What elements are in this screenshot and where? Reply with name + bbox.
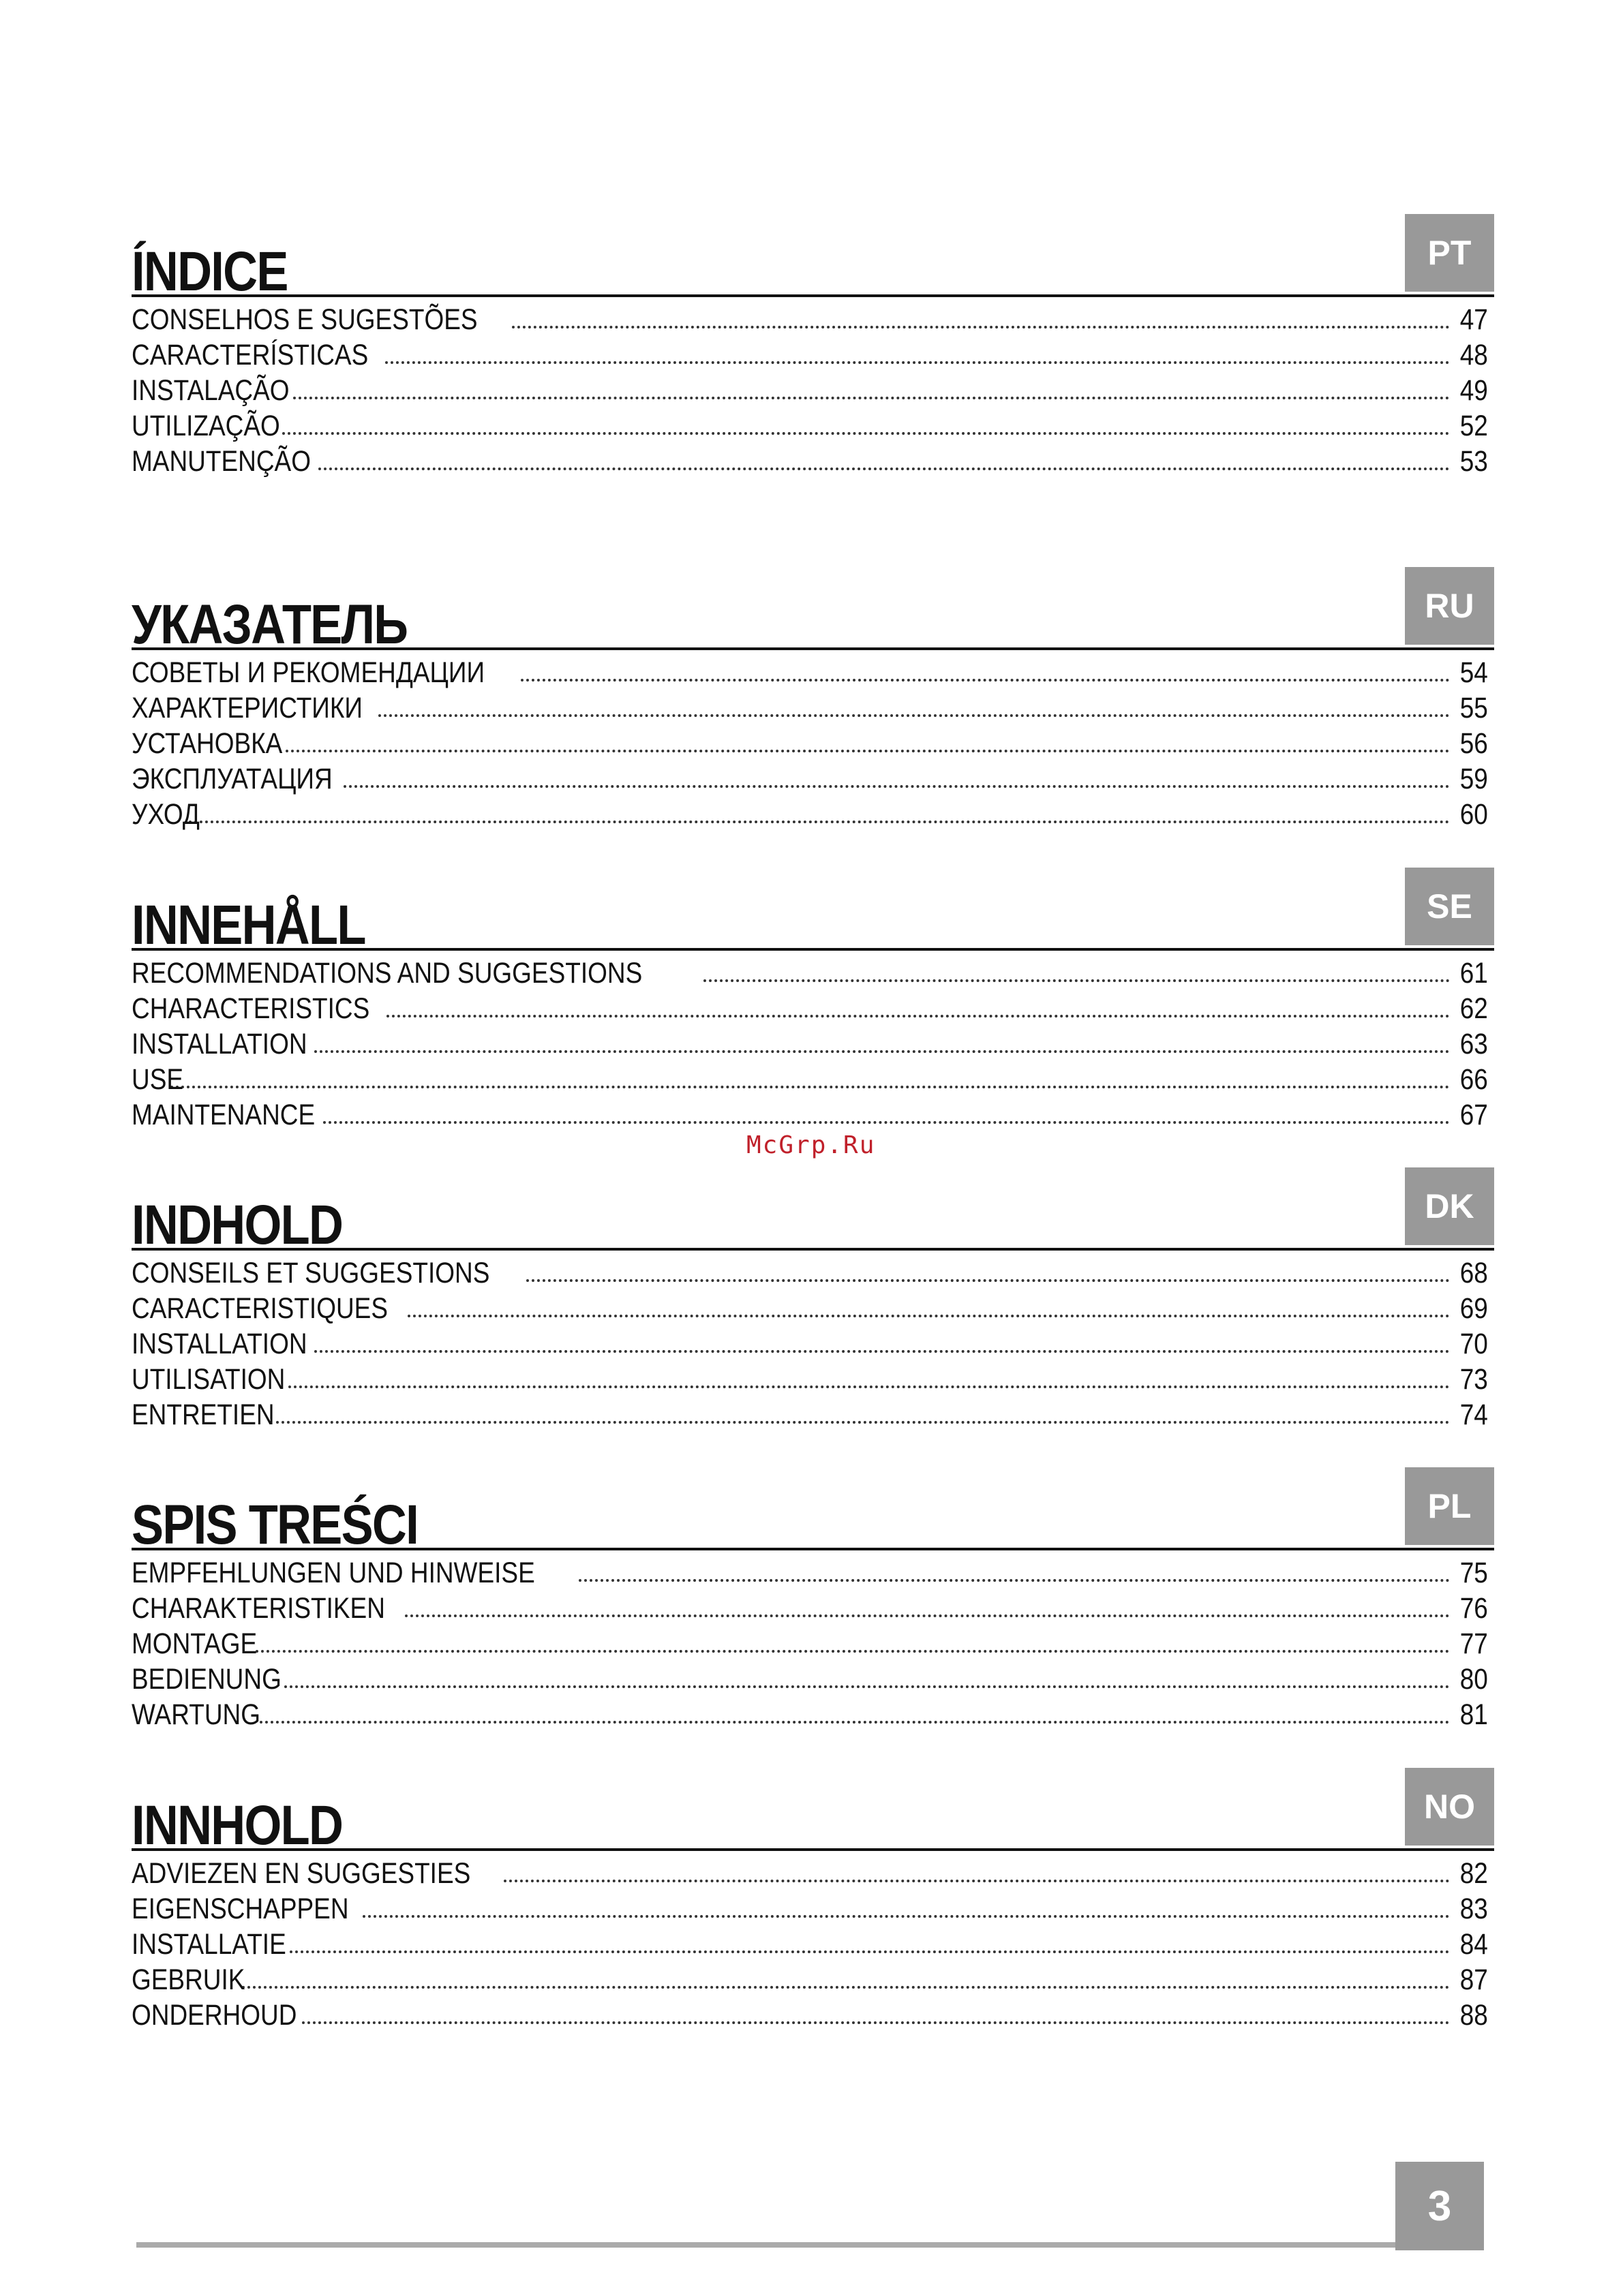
language-badge: DK [1405, 1167, 1494, 1245]
toc-entry[interactable] [132, 1891, 1488, 1926]
entry-page: 82 [1459, 1857, 1488, 1890]
dot-leader [405, 1614, 1450, 1617]
toc-entry[interactable] [132, 1926, 1488, 1961]
entry-page: 56 [1459, 727, 1488, 760]
entry-label: BEDIENUNG [132, 1663, 282, 1696]
section-title: SPIS TREŚCI [132, 1494, 418, 1556]
entry-page: 66 [1459, 1063, 1488, 1096]
dot-leader [276, 1421, 1450, 1424]
entry-label: ЭКСПЛУАТАЦИЯ [132, 763, 333, 795]
entry-label: INSTALAÇÃO [132, 374, 290, 407]
toc-entry[interactable] [132, 1696, 1488, 1732]
entry-page: 84 [1459, 1928, 1488, 1961]
toc-entry[interactable] [132, 1255, 1488, 1290]
entry-page: 48 [1459, 339, 1488, 371]
entry-label: INSTALLATION [132, 1328, 307, 1360]
section-title: INNHOLD [132, 1794, 343, 1856]
language-badge: SE [1405, 868, 1494, 945]
toc-entry[interactable] [132, 654, 1488, 690]
dot-leader [282, 432, 1450, 435]
toc-entry[interactable] [132, 301, 1488, 337]
toc-entry[interactable] [132, 761, 1488, 796]
toc-entry[interactable] [132, 725, 1488, 761]
entry-page: 63 [1459, 1028, 1488, 1060]
entry-page: 83 [1459, 1893, 1488, 1925]
footer-rule [136, 2242, 1397, 2248]
section-rule [132, 1848, 1494, 1851]
dot-leader [512, 326, 1450, 328]
dot-leader [703, 979, 1450, 982]
entry-label: ENTRETIEN [132, 1398, 275, 1431]
entry-label: WARTUNG [132, 1698, 261, 1731]
toc-entry[interactable] [132, 1396, 1488, 1432]
language-badge: RU [1405, 567, 1494, 645]
toc-entries [132, 1555, 1488, 1732]
toc-entry[interactable] [132, 372, 1488, 408]
section-rule [132, 647, 1494, 650]
toc-entry[interactable] [132, 690, 1488, 725]
dot-leader [302, 2021, 1450, 2024]
entry-page: 73 [1459, 1363, 1488, 1396]
dot-leader [579, 1579, 1450, 1582]
toc-entry[interactable] [132, 1026, 1488, 1061]
section-title: INDHOLD [132, 1194, 343, 1256]
dot-leader [344, 785, 1450, 788]
dot-leader [385, 361, 1450, 364]
dot-leader [504, 1880, 1450, 1882]
language-badge: NO [1405, 1768, 1494, 1846]
toc-entry[interactable] [132, 1661, 1488, 1696]
dot-leader [521, 679, 1451, 682]
entry-label: CONSELHOS E SUGESTÕES [132, 303, 478, 336]
dot-leader [378, 714, 1450, 717]
section-rule [132, 294, 1494, 297]
page-number-badge: 3 [1395, 2162, 1484, 2250]
toc-entry[interactable] [132, 1855, 1488, 1891]
entry-page: 60 [1459, 798, 1488, 831]
toc-entry[interactable] [132, 1097, 1488, 1132]
entry-label: CARACTERÍSTICAS [132, 339, 369, 371]
entry-label: ONDERHOUD [132, 1999, 297, 2032]
entry-label: MAINTENANCE [132, 1099, 316, 1131]
entry-page: 80 [1459, 1663, 1488, 1696]
toc-entry[interactable] [132, 796, 1488, 831]
dot-leader [408, 1315, 1450, 1317]
dot-leader [318, 468, 1450, 470]
toc-entry[interactable] [132, 1290, 1488, 1326]
entry-page: 75 [1459, 1557, 1488, 1589]
dot-leader [284, 1685, 1450, 1688]
entry-page: 76 [1459, 1592, 1488, 1625]
entry-label: CONSEILS ET SUGGESTIONS [132, 1257, 490, 1289]
entry-page: 61 [1459, 957, 1488, 990]
entry-page: 54 [1459, 656, 1488, 689]
dot-leader [293, 397, 1450, 399]
dot-leader [242, 1986, 1450, 1989]
section-rule [132, 1548, 1494, 1550]
dot-leader [323, 1121, 1450, 1124]
entry-label: CARACTERISTIQUES [132, 1292, 389, 1325]
entry-page: 69 [1459, 1292, 1488, 1325]
toc-entry[interactable] [132, 1590, 1488, 1625]
entry-label: EIGENSCHAPPEN [132, 1893, 349, 1925]
entry-label: GEBRUIK [132, 1963, 245, 1996]
entry-page: 59 [1459, 763, 1488, 795]
entry-label: ADVIEZEN EN SUGGESTIES [132, 1857, 471, 1890]
toc-entry[interactable] [132, 1961, 1488, 1997]
toc-entry[interactable] [132, 990, 1488, 1026]
toc-entries [132, 1855, 1488, 2032]
toc-entry[interactable] [132, 1361, 1488, 1396]
dot-leader [290, 1950, 1450, 1953]
entry-page: 62 [1459, 992, 1488, 1025]
entry-label: CHARAKTERISTIKEN [132, 1592, 385, 1625]
entry-label: ХАРАКТЕРИСТИКИ [132, 692, 363, 724]
toc-entry[interactable] [132, 443, 1488, 478]
entry-page: 67 [1459, 1099, 1488, 1131]
language-badge: PT [1405, 214, 1494, 292]
entry-label: INSTALLATION [132, 1028, 307, 1060]
dot-leader [170, 1086, 1451, 1088]
toc-entry[interactable] [132, 408, 1488, 443]
toc-entry[interactable] [132, 337, 1488, 372]
entry-label: RECOMMENDATIONS AND SUGGESTIONS [132, 957, 643, 990]
entry-label: CHARACTERISTICS [132, 992, 370, 1025]
entry-label: UTILIZAÇÃO [132, 410, 280, 442]
section-title: УКАЗАТЕЛЬ [132, 594, 408, 656]
entry-page: 74 [1459, 1398, 1488, 1431]
toc-entry[interactable] [132, 1061, 1488, 1097]
dot-leader [189, 821, 1450, 823]
toc-entry[interactable] [132, 1326, 1488, 1361]
entry-label: MONTAGE [132, 1627, 258, 1660]
entry-label: UTILISATION [132, 1363, 286, 1396]
dot-leader [314, 1350, 1450, 1353]
entry-page: 88 [1459, 1999, 1488, 2032]
entry-label: MANUTENÇÃO [132, 445, 311, 478]
entry-page: 47 [1459, 303, 1488, 336]
section-title: INNEHÅLL [132, 894, 365, 956]
entry-page: 53 [1459, 445, 1488, 478]
dot-leader [363, 1915, 1451, 1918]
toc-entry[interactable] [132, 1997, 1488, 2032]
entry-label: USE [132, 1063, 184, 1096]
section-title: ÍNDICE [132, 241, 288, 303]
toc-entries [132, 654, 1488, 831]
dot-leader [288, 1386, 1450, 1388]
dot-leader [386, 1015, 1450, 1017]
toc-entries [132, 955, 1488, 1132]
dot-leader [314, 1050, 1450, 1053]
entry-page: 55 [1459, 692, 1488, 724]
entry-label: УХОД [132, 798, 200, 831]
toc-entry[interactable] [132, 1625, 1488, 1661]
toc-entry[interactable] [132, 1555, 1488, 1590]
entry-page: 77 [1459, 1627, 1488, 1660]
toc-entries [132, 1255, 1488, 1432]
entry-page: 49 [1459, 374, 1488, 407]
entry-page: 81 [1459, 1698, 1488, 1731]
entry-label: INSTALLATIE [132, 1928, 286, 1961]
toc-entries [132, 301, 1488, 478]
entry-label: УСТАНОВКА [132, 727, 283, 760]
dot-leader [526, 1279, 1450, 1282]
entry-page: 68 [1459, 1257, 1488, 1289]
watermark: McGrp.Ru [746, 1131, 876, 1159]
entry-page: 70 [1459, 1328, 1488, 1360]
language-badge: PL [1405, 1467, 1494, 1545]
dot-leader [260, 1721, 1450, 1724]
section-rule [132, 948, 1494, 951]
entry-label: СОВЕТЫ И РЕКОМЕНДАЦИИ [132, 656, 485, 689]
section-rule [132, 1248, 1494, 1251]
dot-leader [256, 1650, 1450, 1653]
entry-page: 52 [1459, 410, 1488, 442]
entry-page: 87 [1459, 1963, 1488, 1996]
toc-entry[interactable] [132, 955, 1488, 990]
entry-label: EMPFEHLUNGEN UND HINWEISE [132, 1557, 535, 1589]
dot-leader [286, 750, 1451, 752]
